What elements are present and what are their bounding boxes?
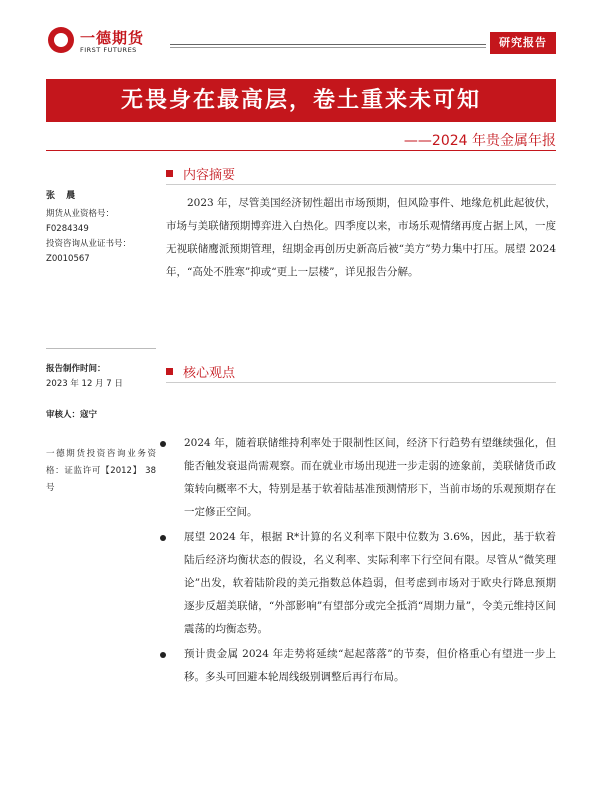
- header-divider: [170, 44, 486, 45]
- subtitle-underline: [46, 150, 556, 151]
- advisor-label: 投资咨询从业证书号：: [46, 239, 132, 249]
- list-item: [160, 432, 556, 524]
- core-divider: [166, 382, 556, 383]
- summary-title: 内容摘要: [183, 168, 236, 183]
- title-banner: [46, 79, 556, 122]
- report-date-block: [46, 362, 156, 392]
- reviewer: 审核人：寇宁: [46, 410, 98, 420]
- company-logo: [48, 24, 158, 58]
- report-date: 2023 年 12 月 7 日: [46, 379, 123, 389]
- summary-heading: [166, 164, 235, 183]
- report-type-badge: 研究报告: [490, 32, 556, 54]
- summary-text: 2023 年，尽管美国经济韧性超出市场预期，但风险事件、地缘危机此起彼伏，市场与美联储预期博弈进入白热化。四季度以来，市场乐观情绪再度占据上风，一度无视联储鹰派预期管理，纽期金再创历史新高后被“美方”势力集中打压。展望 2024 年，“高处不胜寒”抑或“更上一层楼”，详见报告分解。: [166, 197, 556, 278]
- qualification-number: F0284349: [46, 224, 89, 234]
- license-text: 一德期货投资咨询业务资格：证监许可【2012】 38 号: [46, 449, 156, 493]
- bullet-icon: [160, 441, 166, 447]
- left-divider: [46, 348, 156, 349]
- license-block: [46, 446, 156, 497]
- core-title: 核心观点: [183, 366, 236, 381]
- core-heading: [166, 362, 235, 381]
- bullet-icon: [160, 535, 166, 541]
- logo-mark-icon: [48, 27, 74, 53]
- section-marker-icon: [166, 368, 173, 375]
- bullet-icon: [160, 652, 166, 658]
- summary-divider: [166, 184, 556, 185]
- header-divider-2: [170, 47, 486, 48]
- page-header: [0, 0, 600, 70]
- author-info: [46, 188, 156, 267]
- logo-text-en: FIRST FUTURES: [80, 46, 137, 54]
- author-name: 张 晨: [46, 191, 80, 201]
- qualification-label: 期货从业资格号：: [46, 209, 115, 219]
- report-title: 无畏身在最高层，卷土重来未可知: [120, 87, 481, 113]
- bullet-text: 预计贵金属 2024 年走势将延续“起起落落”的节奏，但价格重心有望进一步上移。多头可回避本轮周线级别调整后再行布局。: [184, 648, 556, 683]
- core-bullets: [160, 432, 556, 691]
- bullet-text: 2024 年，随着联储维持利率处于限制性区间，经济下行趋势有望继续强化，但能否触发衰退尚需观察。而在就业市场出现进一步走弱的迹象前，美联储货币政策转向概率不大，特别是基于软着陆基准预测情形下，当前市场的乐观预期存在一定修正空间。: [184, 437, 556, 518]
- section-marker-icon: [166, 170, 173, 177]
- date-label: 报告制作时间：: [46, 364, 106, 374]
- logo-text-cn: 一德期货: [80, 29, 145, 47]
- list-item: [160, 643, 556, 689]
- advisor-number: Z0010567: [46, 254, 90, 264]
- reviewer-block: [46, 408, 156, 423]
- bullet-text: 展望 2024 年，根据 R*计算的名义利率下限中位数为 3.6%，因此，基于软着陆后经济均衡状态的假设，名义利率、实际利率下行空间有限。尽管从“微笑理论”出发，软着陆阶段的美元指数总体趋弱，但考虑到市场对于欧央行降息预期逐步反超美联储，“外部影响”有望部分或完全抵消“周期力量”，令美元维持区间震荡的均衡态势。: [184, 531, 556, 635]
- report-subtitle: ——2024 年贵金属年报: [403, 133, 556, 149]
- list-item: [160, 526, 556, 641]
